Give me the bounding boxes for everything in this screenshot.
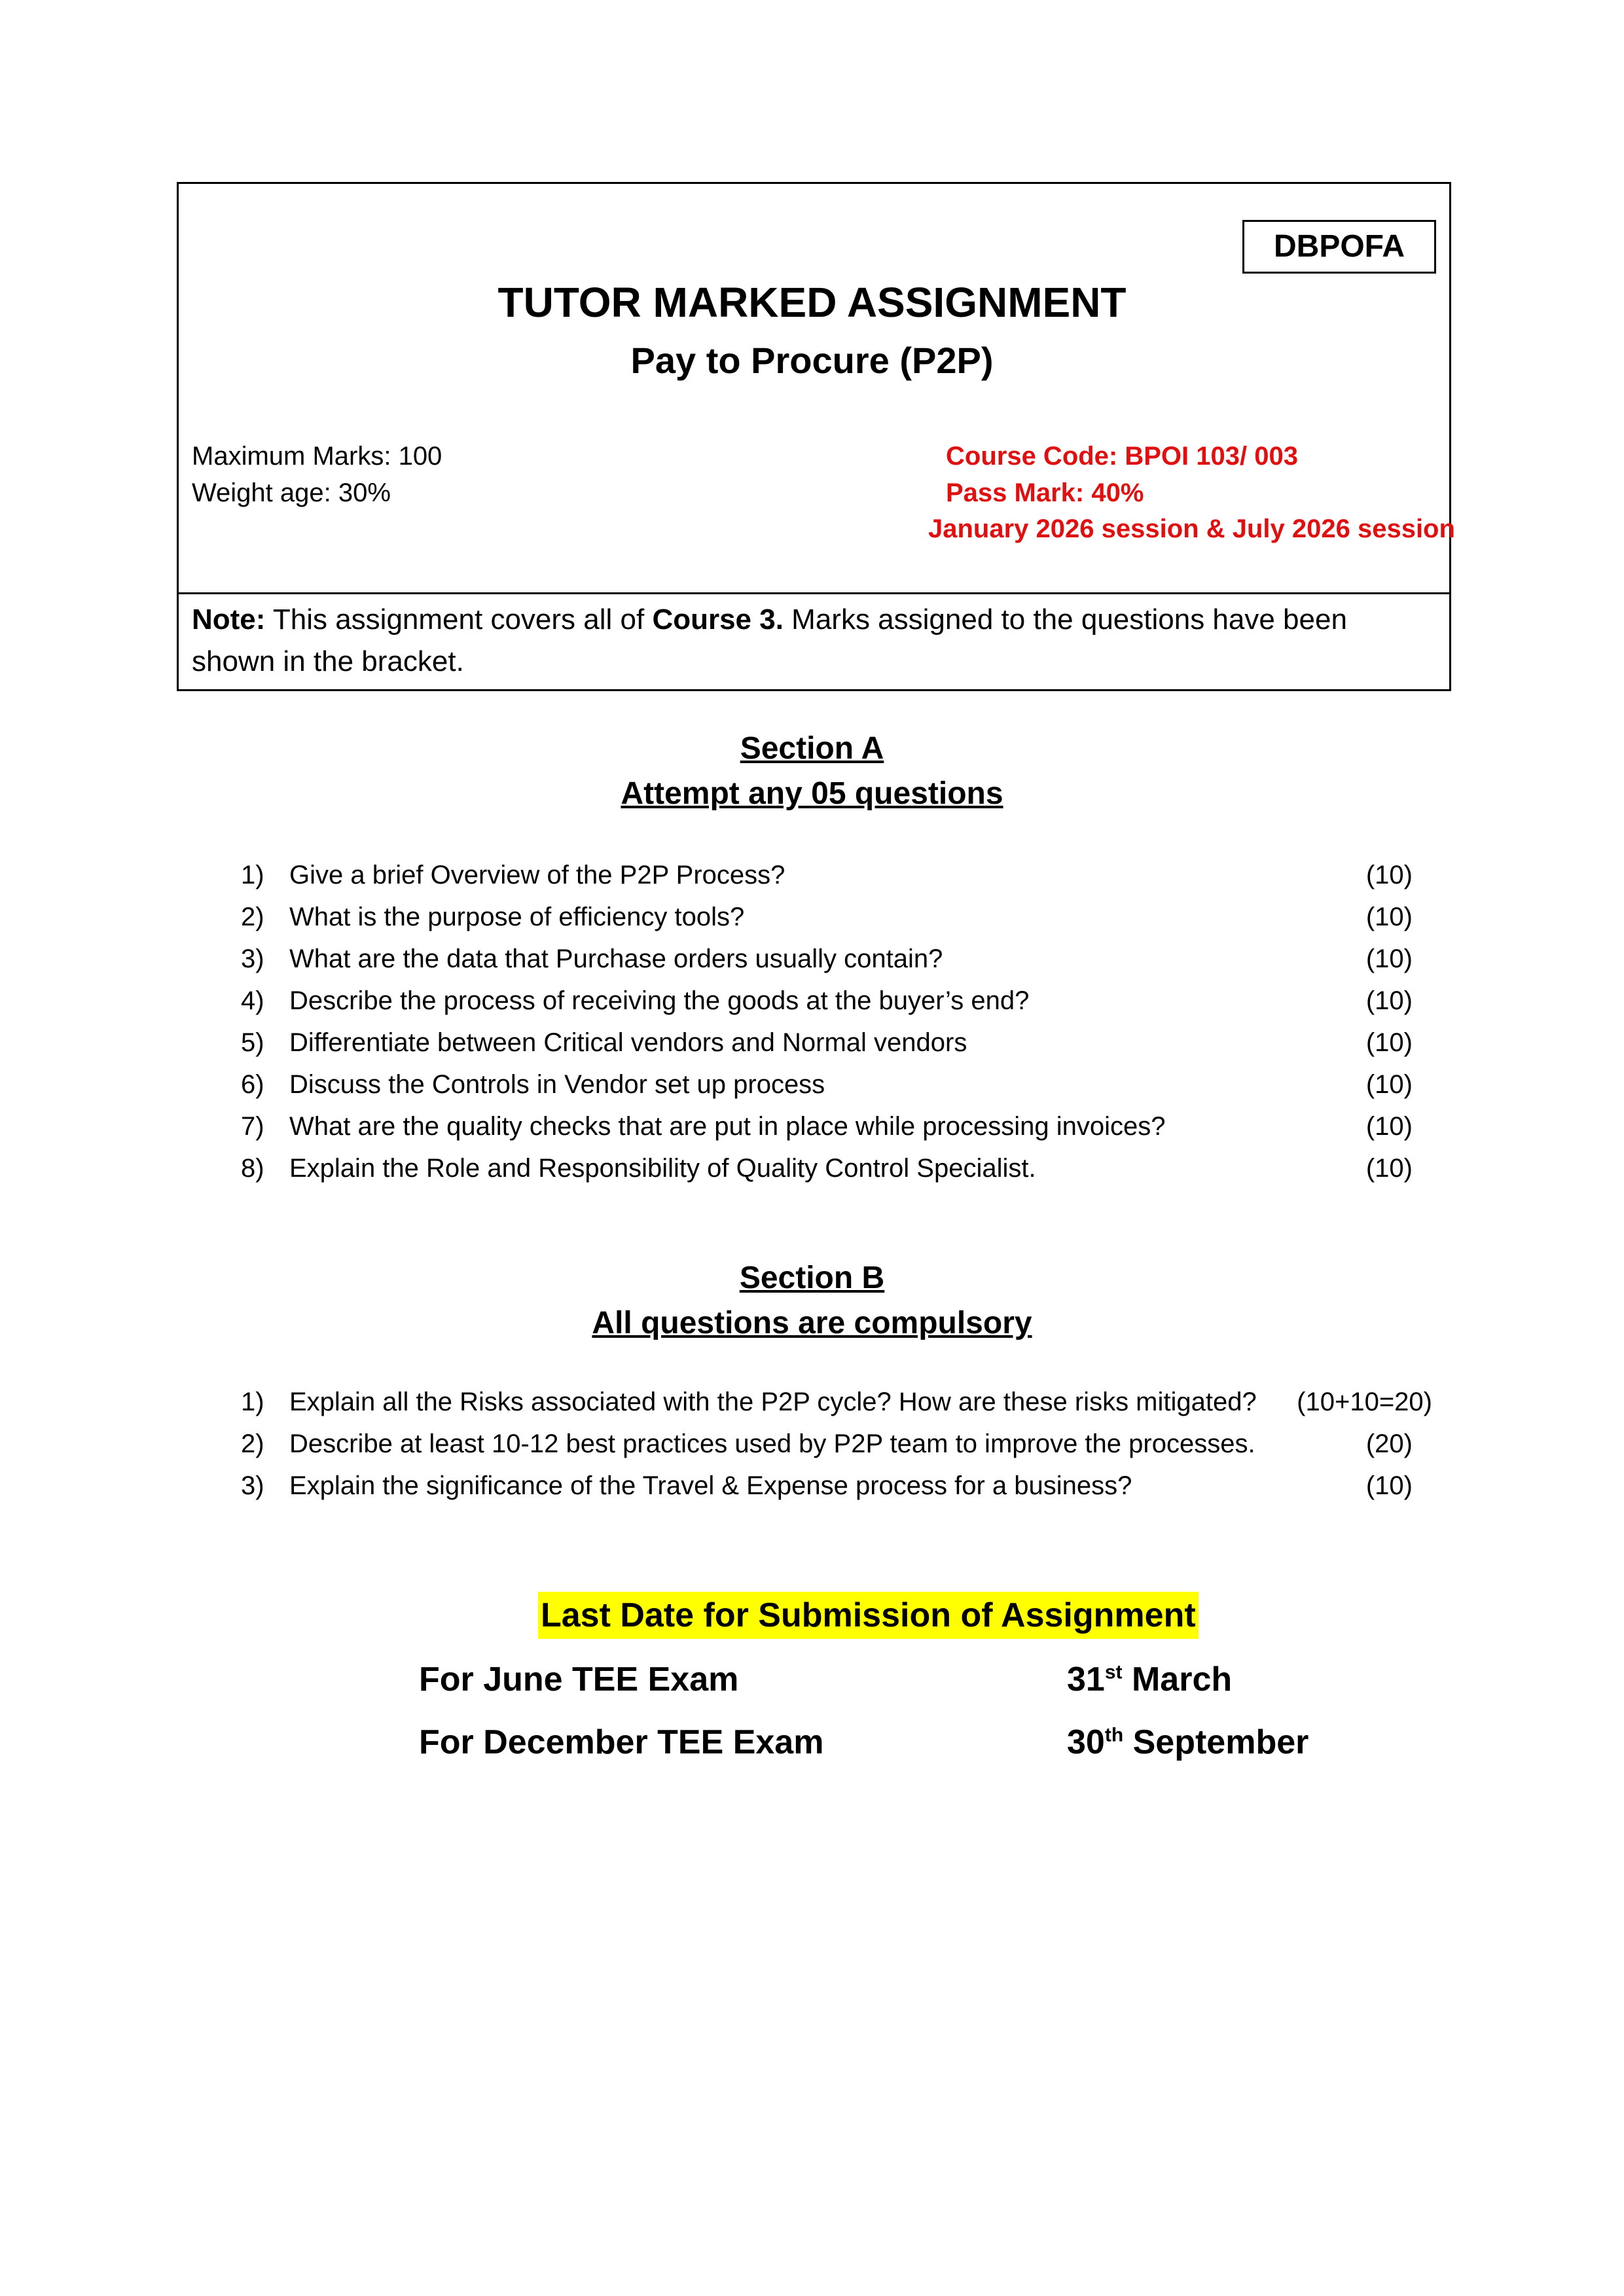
- session-info: January 2026 session & July 2026 session: [928, 514, 1455, 543]
- question-marks: (10): [1365, 903, 1413, 931]
- section-a-question: [241, 903, 1413, 944]
- question-text: Describe at least 10-12 best practices used by P2P team to improve the processes.: [289, 1429, 1255, 1458]
- question-number: 1): [241, 861, 264, 889]
- section-b-question: [241, 1388, 1432, 1429]
- deadline-row-december: [419, 1723, 1335, 1775]
- question-number: 5): [241, 1028, 264, 1057]
- date-day: 30: [1067, 1723, 1105, 1761]
- section-a-question: [241, 1070, 1413, 1112]
- question-marks: (10): [1365, 1471, 1413, 1500]
- question-marks: (10): [1365, 1028, 1413, 1057]
- section-a-title: Section A: [740, 731, 884, 766]
- section-a-question: [241, 1028, 1413, 1070]
- section-a-question: [241, 944, 1413, 986]
- section-b-title: Section B: [739, 1261, 885, 1295]
- question-number: 2): [241, 903, 264, 931]
- deadline-heading: Last Date for Submission of Assignment: [538, 1592, 1199, 1639]
- exam-label: For June TEE Exam: [419, 1660, 739, 1698]
- section-a-instruction: Attempt any 05 questions: [621, 776, 1003, 811]
- note-label: Note:: [192, 603, 266, 636]
- question-number: 4): [241, 986, 264, 1015]
- note: [192, 599, 1435, 683]
- section-a-question: [241, 1112, 1413, 1154]
- section-b-question: [241, 1429, 1413, 1471]
- date-month: March: [1122, 1660, 1233, 1698]
- note-text-1: This assignment covers all of: [265, 603, 653, 636]
- question-marks: (10): [1365, 1070, 1413, 1099]
- note-text-2: Marks assigned to the questions have been shown in the bracket.: [192, 603, 1347, 677]
- question-marks: (10): [1365, 1112, 1413, 1141]
- section-b-question: [241, 1471, 1413, 1513]
- question-text: Differentiate between Critical vendors and Normal vendors: [289, 1028, 967, 1057]
- pass-mark: Pass Mark: 40%: [946, 478, 1144, 507]
- question-text: Explain the Role and Responsibility of Quality Control Specialist.: [289, 1154, 1036, 1183]
- date-month: September: [1123, 1723, 1309, 1761]
- deadline-row-june: [419, 1660, 1335, 1712]
- max-marks: Maximum Marks: 100: [192, 442, 442, 471]
- question-text: What is the purpose of efficiency tools?: [289, 903, 745, 931]
- exam-label: For December TEE Exam: [419, 1723, 824, 1761]
- question-number: 3): [241, 1471, 264, 1500]
- section-a-question: [241, 1154, 1413, 1196]
- question-number: 6): [241, 1070, 264, 1099]
- question-text: What are the quality checks that are put in place while processing invoices?: [289, 1112, 1166, 1141]
- question-number: 2): [241, 1429, 264, 1458]
- question-text: Describe the process of receiving the goods at the buyer’s end?: [289, 986, 1030, 1015]
- question-number: 3): [241, 944, 264, 973]
- section-a-question: [241, 986, 1413, 1028]
- exam-date: [1067, 1660, 1232, 1699]
- note-course: Course 3.: [652, 603, 784, 636]
- course-subtitle: Pay to Procure (P2P): [630, 340, 994, 381]
- section-b-instruction: All questions are compulsory: [592, 1306, 1032, 1340]
- question-marks: (10): [1365, 944, 1413, 973]
- question-number: 8): [241, 1154, 264, 1183]
- question-text: Give a brief Overview of the P2P Process?: [289, 861, 785, 889]
- question-marks: (20): [1365, 1429, 1413, 1458]
- page-title: TUTOR MARKED ASSIGNMENT: [497, 279, 1127, 326]
- question-text: Explain the significance of the Travel & Expense process for a business?: [289, 1471, 1132, 1500]
- date-day: 31: [1067, 1660, 1105, 1698]
- weightage: Weight age: 30%: [192, 478, 391, 507]
- question-text: What are the data that Purchase orders usually contain?: [289, 944, 943, 973]
- header-divider: [177, 592, 1451, 594]
- exam-date: [1067, 1723, 1308, 1762]
- question-marks: (10): [1365, 861, 1413, 889]
- course-code: Course Code: BPOI 103/ 003: [946, 442, 1298, 471]
- question-text: Discuss the Controls in Vendor set up process: [289, 1070, 825, 1099]
- programme-code-box: DBPOFA: [1242, 220, 1436, 274]
- question-marks: (10): [1365, 986, 1413, 1015]
- date-suffix: st: [1104, 1661, 1123, 1683]
- question-marks: (10): [1365, 1154, 1413, 1183]
- question-number: 7): [241, 1112, 264, 1141]
- question-marks: (10+10=20): [1297, 1388, 1432, 1416]
- question-number: 1): [241, 1388, 264, 1416]
- question-text: Explain all the Risks associated with the P2P cycle? How are these risks mitigated?: [289, 1388, 1257, 1416]
- date-suffix: th: [1104, 1724, 1124, 1746]
- section-a-question: [241, 861, 1413, 903]
